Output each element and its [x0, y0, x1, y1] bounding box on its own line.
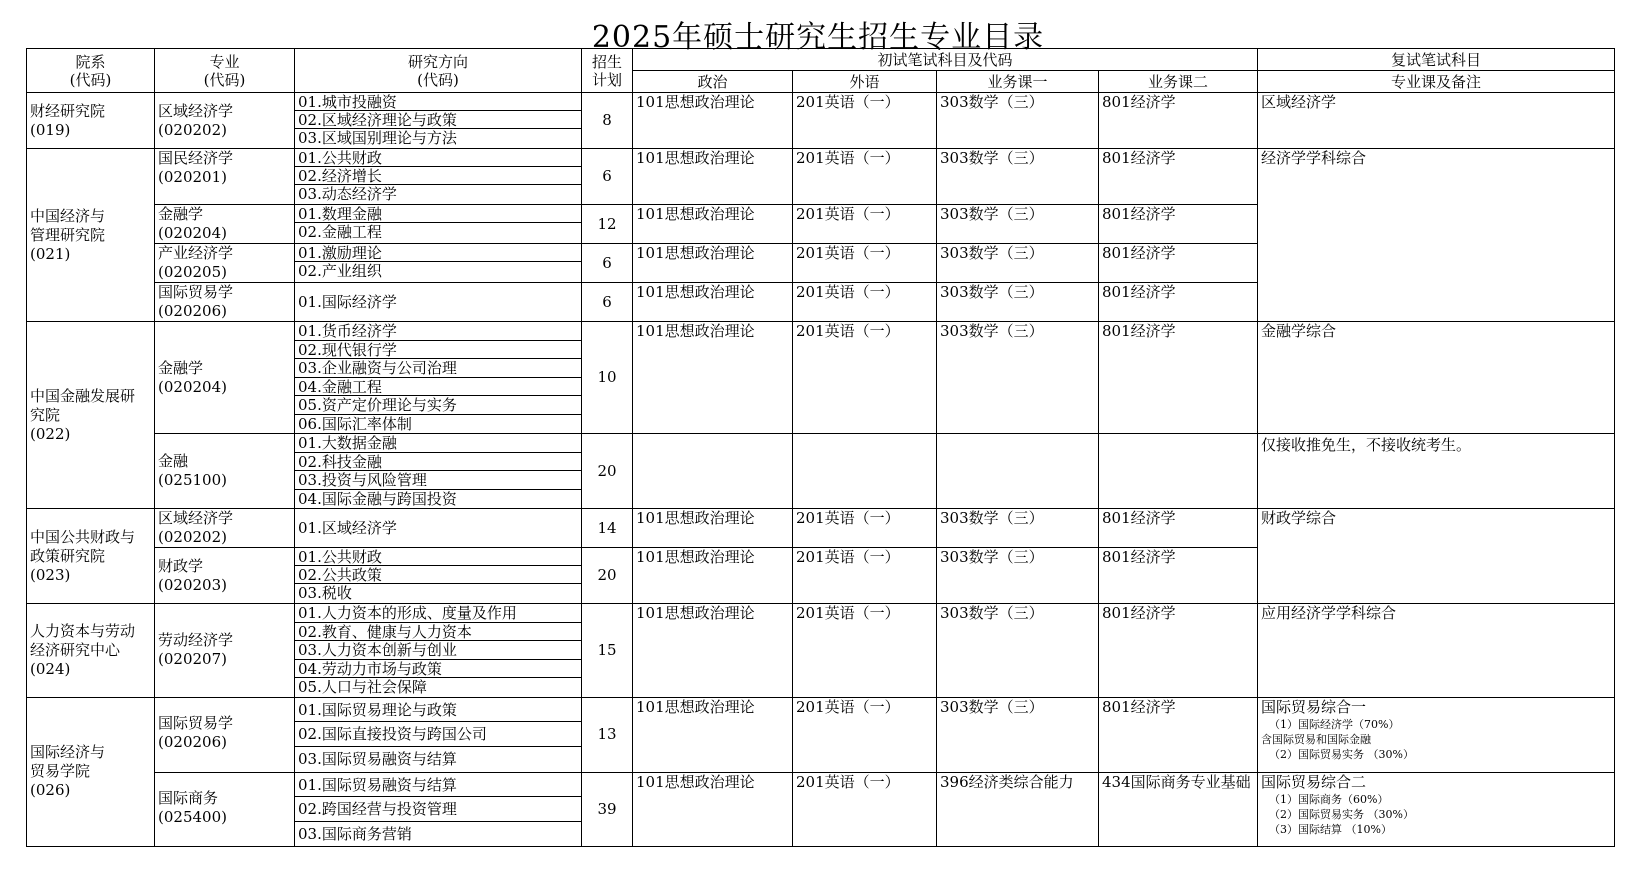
course1-cell: 303数学（三）: [937, 149, 1099, 205]
major-cell: 区域经济学 (020202): [155, 93, 295, 149]
catalog-table: [26, 48, 1615, 847]
dept-cell: 国际经济与 贸易学院 (026): [27, 697, 155, 847]
politics-cell: 101思想政治理论: [633, 149, 793, 205]
direction-item: 02.区域经济理论与政策: [295, 111, 581, 129]
direction-cell: [295, 149, 582, 205]
table-row: [27, 434, 1615, 509]
plan-cell: 13: [582, 697, 633, 772]
direction-item: 04.金融工程: [295, 378, 581, 397]
dept-cell: 人力资本与劳动 经济研究中心 (024): [27, 604, 155, 698]
direction-item: 02.金融工程: [298, 223, 382, 241]
plan-cell: 6: [582, 244, 633, 283]
course1-cell: 303数学（三）: [937, 697, 1099, 772]
plan-cell: 10: [582, 322, 633, 434]
course2-cell: 434国际商务专业基础: [1099, 772, 1258, 847]
course1-cell: 303数学（三）: [937, 283, 1099, 322]
table-row: [27, 93, 1615, 149]
direction-item: 01.数理金融: [295, 205, 581, 223]
retest-cell: 金融学综合: [1258, 322, 1615, 434]
header-prelim: 初试笔试科目及代码: [633, 49, 1258, 71]
direction-item: 01.公共财政: [295, 548, 581, 566]
foreign-cell: 201英语（一）: [793, 205, 937, 244]
major-cell: 国际商务 (025400): [155, 772, 295, 847]
foreign-cell: [793, 434, 937, 509]
politics-cell: 101思想政治理论: [633, 93, 793, 149]
direction-cell: [295, 322, 582, 434]
course2-cell: 801经济学: [1099, 149, 1258, 205]
direction-item: 01.国际贸易理论与政策: [295, 698, 581, 723]
plan-cell: 6: [582, 283, 633, 322]
course1-cell: 303数学（三）: [937, 205, 1099, 244]
retest-note: （3）国际结算 （10%）: [1269, 822, 1392, 836]
course2-cell: 801经济学: [1099, 93, 1258, 149]
direction-cell: [295, 434, 582, 509]
retest-cell: 仅接收推免生，不接收统考生。: [1258, 434, 1615, 509]
course2-cell: 801经济学: [1099, 604, 1258, 698]
course1-cell: [937, 434, 1099, 509]
course2-cell: [1099, 434, 1258, 509]
foreign-cell: 201英语（一）: [793, 322, 937, 434]
politics-cell: 101思想政治理论: [633, 322, 793, 434]
politics-cell: 101思想政治理论: [633, 548, 793, 604]
course2-cell: 801经济学: [1099, 322, 1258, 434]
foreign-cell: 201英语（一）: [793, 772, 937, 847]
major-cell: 区域经济学 (020202): [155, 509, 295, 548]
course2-cell: 801经济学: [1099, 205, 1258, 244]
direction-item: 01.大数据金融: [295, 434, 581, 453]
plan-cell: 20: [582, 434, 633, 509]
retest-cell: 财政学综合: [1258, 509, 1615, 604]
direction-item: 01.货币经济学: [295, 322, 581, 341]
header-direction: 研究方向 (代码): [295, 49, 582, 93]
direction-item: 02.科技金融: [295, 453, 581, 472]
direction-cell: 01.国际经济学: [295, 283, 582, 322]
header-dept: 院系 (代码): [27, 49, 155, 93]
retest-note: （2）国际贸易实务 （30%）: [1269, 747, 1414, 761]
retest-cell: [1258, 772, 1615, 847]
retest-note: （2）国际贸易实务 （30%）: [1269, 807, 1414, 821]
direction-item: 02.经济增长: [295, 167, 581, 185]
plan-cell: 14: [582, 509, 633, 548]
course2-cell: 801经济学: [1099, 697, 1258, 772]
table-row: [27, 322, 1615, 434]
direction-item: 01.城市投融资: [295, 93, 581, 111]
major-cell: 国际贸易学 (020206): [155, 283, 295, 322]
direction-item: 02.产业组织: [298, 262, 382, 280]
direction-item: 03.国际商务营销: [298, 824, 412, 843]
politics-cell: 101思想政治理论: [633, 772, 793, 847]
direction-item: 03.税收: [298, 584, 352, 602]
dept-cell: 财经研究院 (019): [27, 93, 155, 149]
plan-cell: 12: [582, 205, 633, 244]
retest-cell: [1258, 697, 1615, 772]
direction-item: 03.动态经济学: [298, 185, 397, 203]
direction-item: 03.人力资本创新与创业: [295, 641, 581, 660]
major-cell: 国民经济学 (020201): [155, 149, 295, 205]
foreign-cell: 201英语（一）: [793, 149, 937, 205]
course2-cell: 801经济学: [1099, 244, 1258, 283]
politics-cell: [633, 434, 793, 509]
course1-cell: 303数学（三）: [937, 509, 1099, 548]
direction-cell: [295, 697, 582, 772]
direction-cell: [295, 205, 582, 244]
foreign-cell: 201英语（一）: [793, 604, 937, 698]
direction-item: 02.教育、健康与人力资本: [295, 623, 581, 642]
course1-cell: 303数学（三）: [937, 93, 1099, 149]
direction-item: 02.现代银行学: [295, 341, 581, 360]
direction-item: 01.国际贸易融资与结算: [295, 773, 581, 798]
foreign-cell: 201英语（一）: [793, 548, 937, 604]
major-cell: 劳动经济学 (020207): [155, 604, 295, 698]
table-row: [27, 697, 1615, 772]
direction-item: 05.资产定价理论与实务: [295, 396, 581, 415]
major-cell: 产业经济学 (020205): [155, 244, 295, 283]
major-cell: 国际贸易学 (020206): [155, 697, 295, 772]
course2-cell: 801经济学: [1099, 509, 1258, 548]
table-row: [27, 149, 1615, 205]
plan-cell: 20: [582, 548, 633, 604]
direction-cell: [295, 604, 582, 698]
major-cell: 金融学 (020204): [155, 322, 295, 434]
course1-cell: 303数学（三）: [937, 322, 1099, 434]
page-title: 2025年硕士研究生招生专业目录: [591, 20, 1045, 55]
foreign-cell: 201英语（一）: [793, 93, 937, 149]
header-course2: 业务课二: [1099, 71, 1258, 93]
header-retest-sub: 专业课及备注: [1258, 71, 1615, 93]
retest-note: 含国际贸易和国际金融: [1261, 732, 1372, 746]
direction-item: 01.公共财政: [295, 149, 581, 167]
politics-cell: 101思想政治理论: [633, 509, 793, 548]
direction-item: 01.人力资本的形成、度量及作用: [295, 604, 581, 623]
direction-item: 05.人口与社会保障: [298, 678, 427, 696]
plan-cell: 39: [582, 772, 633, 847]
dept-cell: 中国金融发展研 究院 (022): [27, 322, 155, 509]
retest-title: 国际贸易综合二: [1261, 772, 1367, 791]
direction-cell: [295, 244, 582, 283]
foreign-cell: 201英语（一）: [793, 244, 937, 283]
direction-cell: [295, 772, 582, 847]
course1-cell: 303数学（三）: [937, 244, 1099, 283]
major-cell: 金融学 (020204): [155, 205, 295, 244]
foreign-cell: 201英语（一）: [793, 283, 937, 322]
direction-item: 04.国际金融与跨国投资: [298, 489, 457, 508]
major-cell: 金融 (025100): [155, 434, 295, 509]
plan-cell: 15: [582, 604, 633, 698]
retest-note: （1）国际经济学（70%）: [1269, 717, 1400, 731]
course1-cell: 396经济类综合能力: [937, 772, 1099, 847]
plan-cell: 6: [582, 149, 633, 205]
table-row: [27, 772, 1615, 847]
direction-cell: [295, 548, 582, 604]
foreign-cell: 201英语（一）: [793, 697, 937, 772]
direction-item: 02.公共政策: [295, 566, 581, 584]
header-plan: 招生 计划: [582, 49, 633, 93]
course2-cell: 801经济学: [1099, 283, 1258, 322]
direction-item: 03.企业融资与公司治理: [295, 359, 581, 378]
direction-cell: 01.区域经济学: [295, 509, 582, 548]
header-retest: 复试笔试科目: [1258, 49, 1615, 71]
direction-item: 04.劳动力市场与政策: [295, 660, 581, 679]
retest-cell: 经济学学科综合: [1258, 149, 1615, 322]
foreign-cell: 201英语（一）: [793, 509, 937, 548]
politics-cell: 101思想政治理论: [633, 697, 793, 772]
politics-cell: 101思想政治理论: [633, 283, 793, 322]
header-foreign: 外语: [793, 71, 937, 93]
table-row: [27, 604, 1615, 698]
header-course1: 业务课一: [937, 71, 1099, 93]
course1-cell: 303数学（三）: [937, 548, 1099, 604]
major-cell: 财政学 (020203): [155, 548, 295, 604]
direction-item: 06.国际汇率体制: [298, 414, 412, 433]
direction-item: 03.投资与风险管理: [295, 471, 581, 490]
header-politics: 政治: [633, 71, 793, 93]
header-major: 专业 (代码): [155, 49, 295, 93]
retest-note: （1）国际商务（60%）: [1269, 792, 1389, 806]
retest-cell: 应用经济学学科综合: [1258, 604, 1615, 698]
dept-cell: 中国公共财政与 政策研究院 (023): [27, 509, 155, 604]
direction-item: 02.国际直接投资与跨国公司: [295, 722, 581, 747]
retest-cell: 区域经济学: [1258, 93, 1615, 149]
course2-cell: 801经济学: [1099, 548, 1258, 604]
dept-cell: 中国经济与 管理研究院 (021): [27, 149, 155, 322]
direction-cell: [295, 93, 582, 149]
direction-item: 03.区域国别理论与方法: [298, 129, 457, 147]
politics-cell: 101思想政治理论: [633, 205, 793, 244]
politics-cell: 101思想政治理论: [633, 244, 793, 283]
politics-cell: 101思想政治理论: [633, 604, 793, 698]
course1-cell: 303数学（三）: [937, 604, 1099, 698]
table-row: [27, 509, 1615, 548]
direction-item: 01.激励理论: [295, 244, 581, 262]
retest-title: 国际贸易综合一: [1261, 697, 1367, 716]
plan-cell: 8: [582, 93, 633, 149]
direction-item: 03.国际贸易融资与结算: [298, 749, 457, 768]
direction-item: 02.跨国经营与投资管理: [295, 797, 581, 822]
